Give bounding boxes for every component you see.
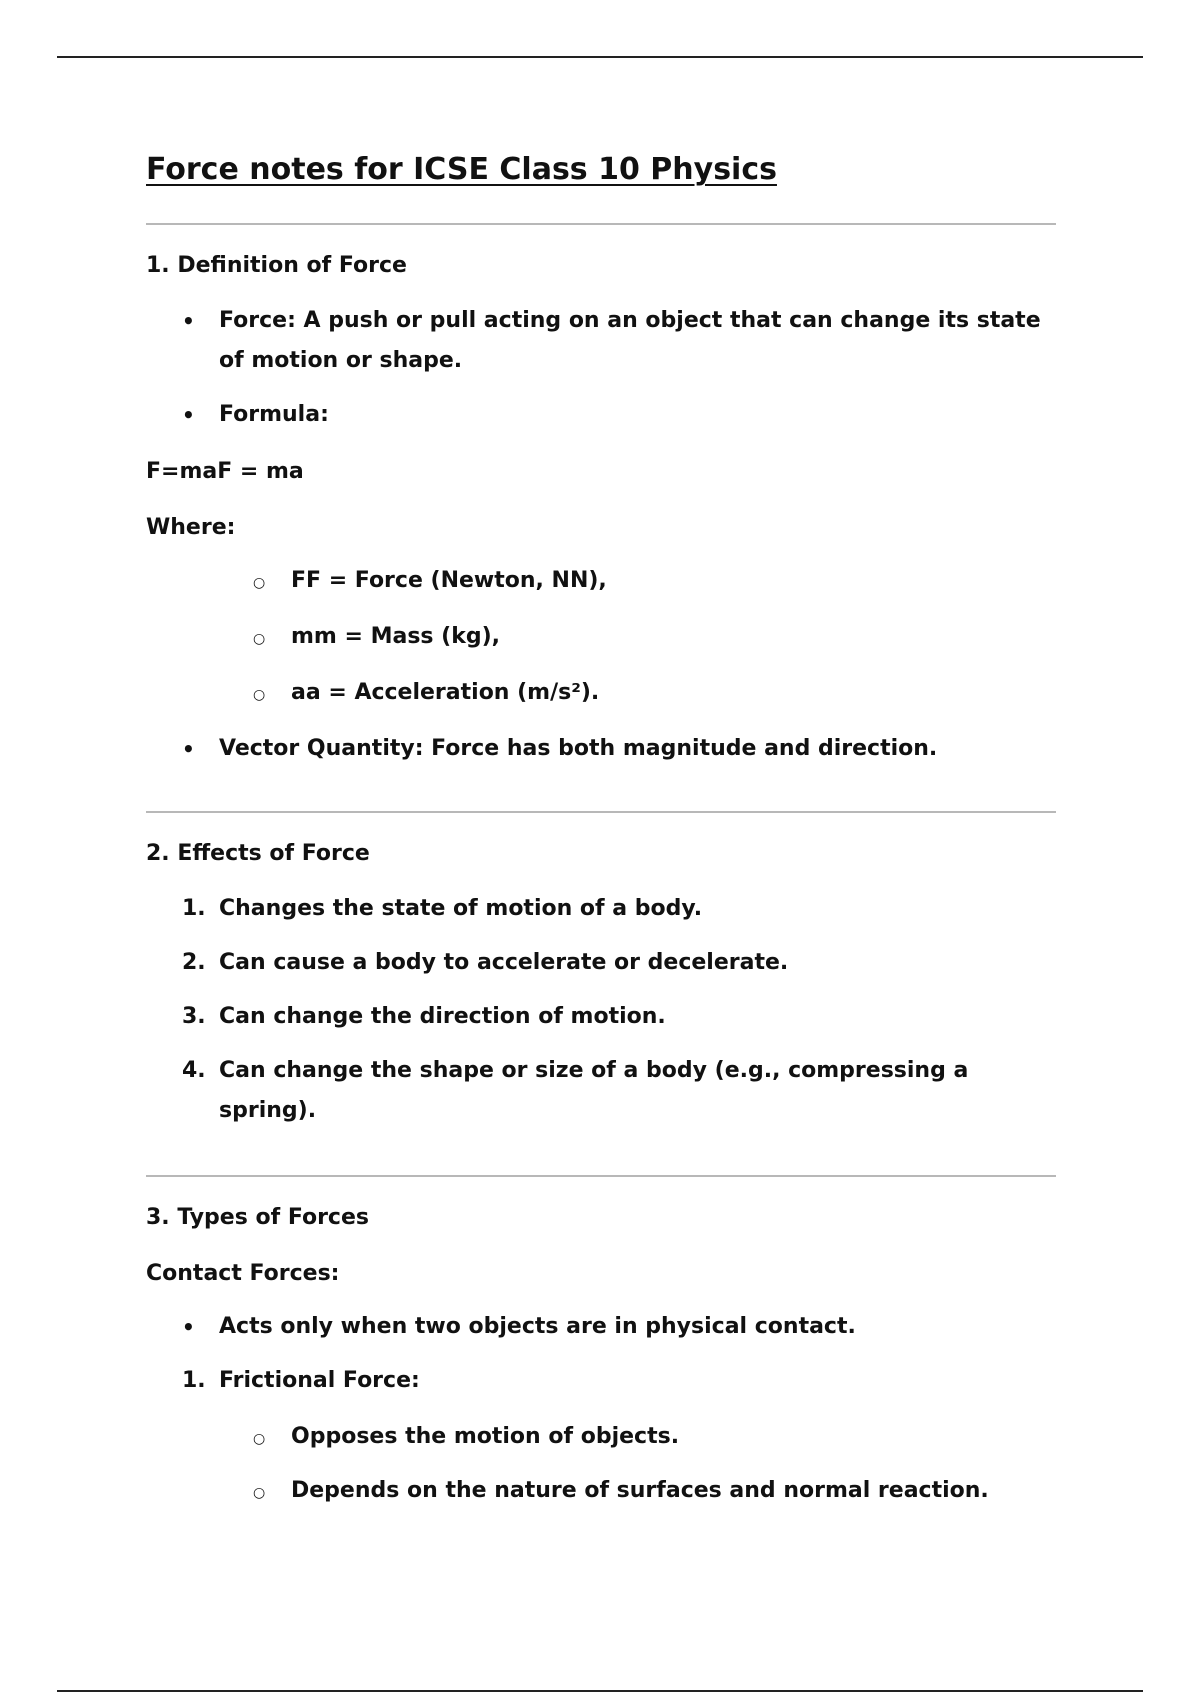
list-item bbox=[146, 561, 1056, 601]
vector-list bbox=[146, 729, 1056, 769]
list-item bbox=[146, 1417, 1056, 1457]
section-divider bbox=[146, 811, 1056, 813]
effect-text: Can change the shape or size of a body (e.g., compressing a spring). bbox=[219, 1058, 969, 1123]
formula-text: F=maF = ma bbox=[146, 459, 304, 484]
list-item bbox=[146, 617, 1056, 657]
friction-point: Opposes the motion of objects. bbox=[291, 1424, 680, 1449]
number-marker: 2. bbox=[182, 950, 206, 975]
variable-force: FF = Force (Newton, NN), bbox=[291, 568, 607, 593]
section-divider bbox=[146, 223, 1056, 225]
number-marker: 3. bbox=[182, 1004, 206, 1029]
section-heading: 2. Effects of Force bbox=[146, 841, 370, 866]
list-item bbox=[146, 301, 1056, 381]
page-title: Force notes for ICSE Class 10 Physics bbox=[146, 152, 777, 187]
contact-definition-text: Acts only when two objects are in physical contact. bbox=[219, 1314, 856, 1339]
circle-marker: ○ bbox=[253, 1431, 266, 1447]
list-item bbox=[146, 1307, 1056, 1347]
list-item bbox=[146, 673, 1056, 713]
friction-point: Depends on the nature of surfaces and normal reaction. bbox=[291, 1478, 989, 1503]
effect-text: Can cause a body to accelerate or decelerate. bbox=[219, 950, 789, 975]
list-item bbox=[146, 889, 1056, 929]
contact-forces-heading: Contact Forces: bbox=[146, 1261, 340, 1286]
list-item bbox=[146, 997, 1056, 1037]
section-divider bbox=[146, 1175, 1056, 1177]
circle-marker: ○ bbox=[253, 687, 266, 703]
list-item bbox=[146, 729, 1056, 769]
variable-acceleration: aa = Acceleration (m/s²). bbox=[291, 680, 600, 705]
circle-marker: ○ bbox=[253, 631, 266, 647]
section-definition bbox=[146, 251, 1056, 769]
bullet-marker: • bbox=[182, 1315, 195, 1339]
list-item bbox=[146, 943, 1056, 983]
circle-marker: ○ bbox=[253, 575, 266, 591]
bullet-marker: • bbox=[182, 403, 195, 427]
page-top-rule bbox=[57, 56, 1143, 58]
circle-marker: ○ bbox=[253, 1485, 266, 1501]
vector-quantity-text: Vector Quantity: Force has both magnitude and direction. bbox=[219, 736, 938, 761]
force-definition-text: Force: A push or pull acting on an object that can change its state of motion or shape. bbox=[219, 308, 1041, 373]
definition-list bbox=[146, 301, 1056, 435]
number-marker: 1. bbox=[182, 1368, 206, 1393]
list-item bbox=[146, 395, 1056, 435]
section-heading: 1. Definition of Force bbox=[146, 253, 407, 278]
number-marker: 4. bbox=[182, 1058, 206, 1083]
page-bottom-rule bbox=[57, 1690, 1143, 1692]
list-item bbox=[146, 1361, 1056, 1401]
section-heading: 3. Types of Forces bbox=[146, 1205, 369, 1230]
section-effects bbox=[146, 839, 1056, 1131]
effects-list bbox=[146, 889, 1056, 1131]
section-types bbox=[146, 1203, 1056, 1511]
contact-list bbox=[146, 1307, 1056, 1347]
where-label: Where: bbox=[146, 515, 236, 540]
formula-label: Formula: bbox=[219, 402, 329, 427]
frictional-force-label: Frictional Force: bbox=[219, 1368, 420, 1393]
document-body bbox=[146, 148, 1056, 1511]
list-item bbox=[146, 1051, 1056, 1131]
effect-text: Changes the state of motion of a body. bbox=[219, 896, 703, 921]
bullet-marker: • bbox=[182, 737, 195, 761]
variable-mass: mm = Mass (kg), bbox=[291, 624, 501, 649]
bullet-marker: • bbox=[182, 309, 195, 333]
variables-list bbox=[146, 561, 1056, 713]
effect-text: Can change the direction of motion. bbox=[219, 1004, 666, 1029]
number-marker: 1. bbox=[182, 896, 206, 921]
list-item bbox=[146, 1471, 1056, 1511]
contact-types-list bbox=[146, 1361, 1056, 1401]
friction-list bbox=[146, 1417, 1056, 1511]
